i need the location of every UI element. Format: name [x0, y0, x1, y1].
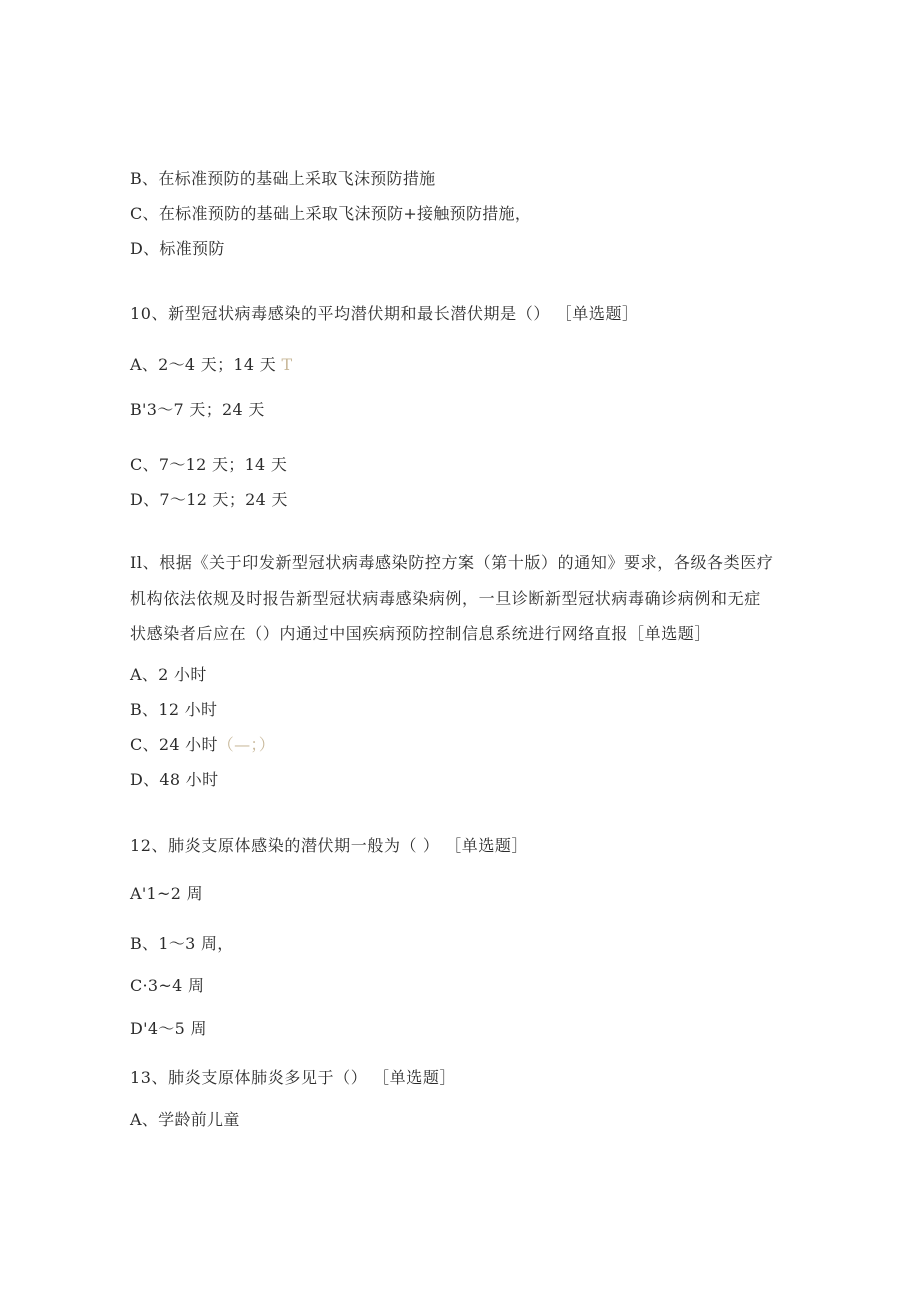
option-b: B、1～3 周，	[130, 934, 234, 953]
option-a: A'1~2 周	[130, 884, 203, 903]
scan-artifact: （—；）	[217, 735, 275, 754]
question-13: 13、肺炎支原体肺炎多见于（） ［单选题］	[130, 1068, 457, 1087]
scan-artifact: T	[281, 355, 293, 374]
question-11-line-3: 状感染者后应在（）内通过中国疾病预防控制信息系统进行网络直报［单选题］	[130, 624, 712, 643]
option-a: A、2～4 天；14 天 T	[130, 355, 293, 374]
question-10: 10、新型冠状病毒感染的平均潜伏期和最长潜伏期是（） ［单选题］	[130, 304, 639, 323]
option-b: B'3～7 天；24 天	[130, 400, 265, 419]
option-c: C、24 小时（—；）	[130, 735, 275, 754]
option-d: D、48 小时	[130, 770, 219, 789]
option-b: B、在标准预防的基础上采取飞沫预防措施	[130, 169, 436, 188]
option-d: D'4～5 周	[130, 1019, 207, 1038]
option-a: A、学龄前儿童	[130, 1110, 240, 1129]
option-c: C、7～12 天；14 天	[130, 455, 288, 474]
option-c: C·3~4 周	[130, 976, 205, 995]
question-11-line-1: Il、根据《关于印发新型冠状病毒感染防控方案（第十版）的通知》要求，各级各类医疗	[130, 553, 774, 572]
option-b: B、12 小时	[130, 700, 218, 719]
question-11-line-2: 机构依法依规及时报告新型冠状病毒感染病例，一旦诊断新型冠状病毒确诊病例和无症	[130, 589, 761, 608]
option-a: A、2 小时	[130, 665, 207, 684]
option-d: D、7～12 天；24 天	[130, 490, 288, 509]
option-d: D、标准预防	[130, 239, 225, 258]
option-c: C、在标准预防的基础上采取飞沫预防+接触预防措施，	[130, 204, 532, 223]
question-12: 12、肺炎支原体感染的潜伏期一般为（ ） ［单选题］	[130, 836, 529, 855]
